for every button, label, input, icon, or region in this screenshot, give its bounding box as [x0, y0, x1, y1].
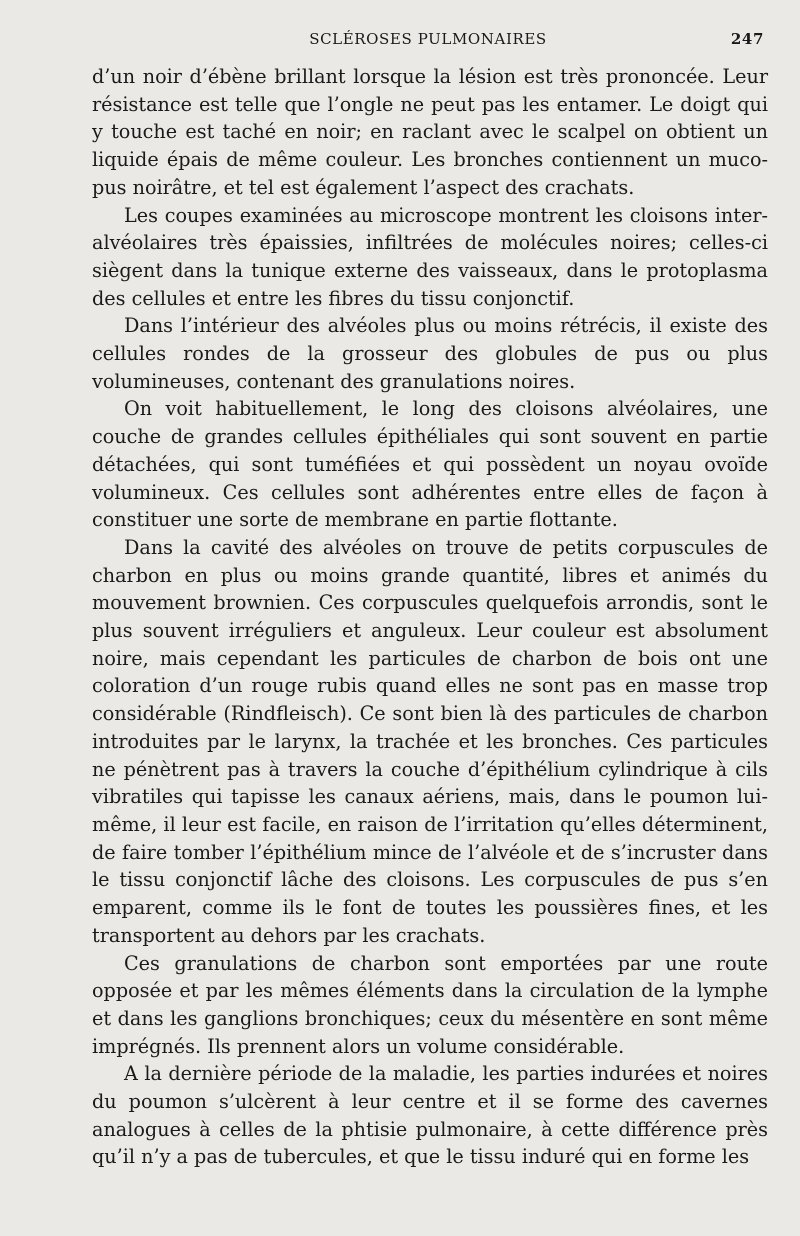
body-text — [92, 63, 768, 1171]
paragraph: A la dernière période de la maladie, les parties indurées et noires du poumon s’ulcèrent à leur centre et il se forme des cavernes analogues à celles de la phtisie pulmonaire, à cette différence près qu’il n’y a pas de tubercules, et que le tissu induré qui en forme les — [92, 1062, 768, 1169]
paragraph: Dans la cavité des alvéoles on trouve de petits corpuscules de charbon en plus ou moins grande quantité, libres et animés du mouvement brownien. Ces corpuscules quelquefois arrondis, sont le plus souvent irréguliers et anguleux. Leur couleur est absolument noire, mais cependant les particules de charbon de bois ont une coloration d’un rouge rubis quand elles ne sont pas en masse trop considérable (Rindfleisch). Ce sont bien là des particules de charbon introduites par le larynx, la trachée et les bronches. Ces particules ne pénètrent pas à travers la couche d’épithélium cylindrique à cils vibratiles qui tapisse les canaux aériens, mais, dans le poumon lui-même, il leur est facile, en raison de l’irritation qu’elles déterminent, de faire tomber l’épithélium mince de l’alvéole et de s’incruster dans le tissu conjonctif lâche des cloisons. Les corpuscules de pus s’en emparent, comme ils le font de toutes les poussières fines, et les transportent au dehors par les crachats. — [92, 535, 768, 947]
paragraph: On voit habituellement, le long des cloisons alvéolaires, une couche de grandes cellules épithéliales qui sont souvent en partie détachées, qui sont tuméfiées et qui possèdent un noyau ovoïde volumineux. Ces cellules sont adhérentes entre elles de façon à constituer une sorte de membrane en partie flottante. — [92, 397, 768, 532]
paragraph-continued: d’un noir d’ébène brillant lorsque la lésion est très prononcée. Leur résistance est telle que l’ongle ne peut pas les entamer. Le doigt qui y touche est taché en noir; en raclant avec le scalpel on obtient un liquide épais de même couleur. Les bronches contiennent un muco-pus noirâtre, et tel est également l’aspect des crachats. — [92, 65, 768, 199]
paragraph: Les coupes examinées au microscope montrent les cloisons inter-alvéolaires très épaissies, infiltrées de molécules noires; celles-ci siègent dans la tunique externe des vaisseaux, dans le protoplasma des cellules et entre les fibres du tissu conjonctif. — [92, 203, 768, 310]
paragraph: Ces granulations de charbon sont emportées par une route opposée et par les mêmes éléments dans la circulation de la lymphe et dans les ganglions bronchiques; ceux du mésentère en sont même imprégnés. Ils prennent alors un volume considérable. — [92, 951, 768, 1058]
page-number: 247 — [730, 30, 764, 48]
running-title: SCLÉROSES PULMONAIRES — [309, 30, 547, 48]
running-head — [92, 30, 764, 52]
paragraph: Dans l’intérieur des alvéoles plus ou moins rétrécis, il existe des cellules rondes de la grosseur des globules de pus ou plus volumineuses, contenant des granulations noires. — [92, 314, 768, 393]
